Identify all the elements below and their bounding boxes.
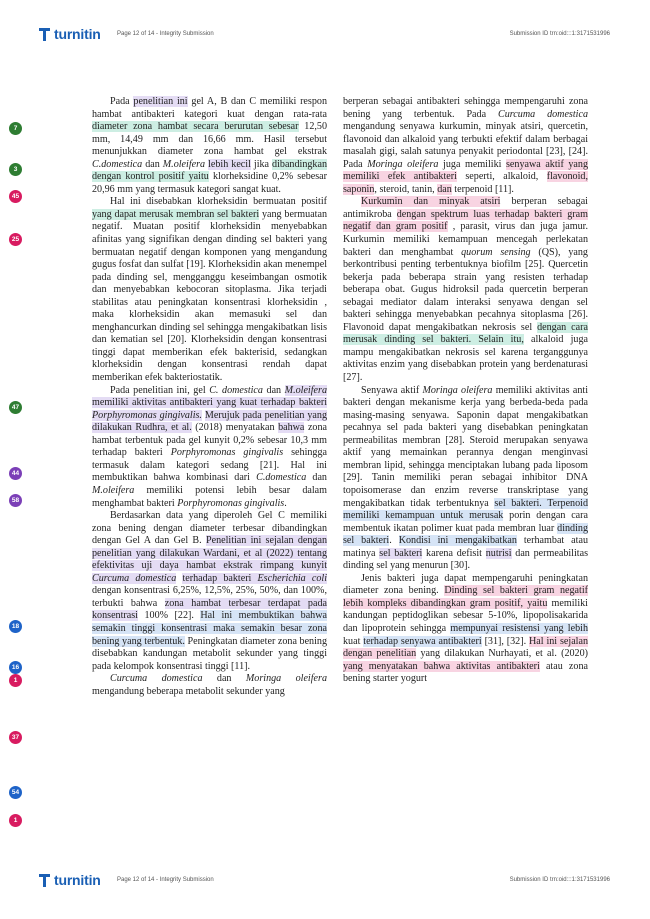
paragraph: Pada penelitian ini gel A, B dan C memiliki respon hambat antibakteri kategori kuat dengan rata-rata diameter zona hambat secara berurutan sebesar 12,50 mm, 14,49 mm dan 16,66 mm. Hasil tersebut menunjukkan diameter zona hambat gel ekstrak C.domestica dan M.oleifera lebih kecil jika dibandingkan dengan kontrol positif yaitu klorheksidine 0,2% sebesar 20,96 mm yang termasuk kategori sangat kuat. [92,96,328,195]
match-badge[interactable]: 44 [9,467,22,480]
paragraph: Berdasarkan data yang diperoleh Gel C memiliki zona bening dengan diameter terbesar dibandingkan dengan Gel A dan Gel B. Penelitian ini sejalan dengan penelitian yang dilakukan Wardani, et al (2022) tentang efektivitas uji daya hambat ekstrak rimpang kunyit Curcuma domestica terhadap bakteri Escherichia coli dengan konsentrasi 6,25%, 12,5%, 25%, 50%, dan 100%, terbukti bahwa zona hambat terbesar terdapat pada konsentrasi 100% [22]. Hal ini membuktikan bahwa semakin tinggi konsentrasi maka semakin besar zona bening yang terbentuk. Peningkatan diameter zona bening disebabkan kandungan metabolit sekunder yang tinggi pada kelompok konsentrasi tinggi [11]. [92,510,328,672]
paragraph: Jenis bakteri juga dapat mempengaruhi peningkatan diameter zona bening. Dinding sel bakteri gram negatif lebih kompleks dibandingkan gram positif, yaitu memiliki kandungan peptidoglikan sebesar 5-10%, lipopolisakarida dan lipoprotein sehingga mempunyai resistensi yang lebih kuat terhadap senyawa antibakteri [31], [32]. Hal ini sejalan dengan penelitian yang dilakukan Nurhayati, et al. (2020) yang menyatakan bahwa aktivitas antibakteri atau zona bening starter yogurt [343,572,589,685]
paragraph: berperan sebagai antibakteri sehingga mempengaruhi zona bening yang terbentuk. Pada Curcuma domestica mengandung senyawa kurkumin, minyak atsiri, quercetin, flavonoid dan alkaloid yang terbukti efektif dalam berbagai masalah gigi, salah satunya penyakit periodontal [23], [24]. Pada Moringa oleifera juga memiliki senyawa aktif yang memiliki efek antibakteri seperti, alkaloid, flavonoid, saponin, steroid, tanin, dan terpenoid [11]. [343,96,588,195]
paragraph: Kurkumin dan minyak atsiri berperan sebagai antimikroba dengan spektrum luas terhadap bakteri gram negatif dan gram positif , parasit, virus dan juga jamur. Kurkumin memiliki kemampuan mencegah perlekatan bakteri dan menghambat quorum sensing (QS), yang berkontribusi penting terbentuknya biofilm [25]. Quercetin bekerja pada beberapa strain yang resisten terhadap beberapa obat. Gugus hidroksil pada quercetin berperan sebagai mediator dalam interaksi senyawa dengan sel bakteri sehingga menyebabkan pecahnya sitoplasma [26]. Flavonoid dapat mengakibatkan nekrosis sel dengan cara merusak dinding sel bakteri. Selain itu, alkaloid juga mampu mengakibatkan nekrosis sel karena terganggunya aktivitas enzim yang disebabkan protein yang berdenaturasi [27]. [343,196,588,384]
match-badge[interactable]: 37 [9,731,22,744]
turnitin-logo-icon [38,26,51,42]
match-badge[interactable]: 45 [9,190,22,203]
brand-name: turnitin [54,872,101,888]
match-badge[interactable]: 47 [9,401,22,414]
right-column [343,96,588,686]
turnitin-logo-icon [38,872,51,888]
match-badge[interactable]: 1 [9,674,22,687]
brand-name: turnitin [54,26,101,42]
match-badge[interactable]: 3 [9,163,22,176]
paragraph: Hal ini disebabkan klorheksidin bermuatan positif yang dapat merusak membran sel bakteri yang bermuatan negatif. Muatan positif klorheksidin menyebabkan afinitas yang signifikan dengan dinding sel bakteri yang bermuatan negatif dengan komponen yang mengandung gugus fosfat dan sulfat [19]. Klorheksidin akan menempel pada dinding sel, mengganggu keseimbangan osmotik dan menyebabkan kebocoran sitoplasma. Jika terjadi stabilitas atau peningkatan konsentrasi klorheksidin , maka klorheksidin akan memasuki sel dan menghancurkan dinding sel sehingga mengakibatkan lisis dan kematian sel [20]. Klorheksidin dengan konsentrasi tinggi dapat memberikan efek bakterisid, sedangkan klorheksidin dengan konsentrasi rendah dapat memberikan efek bakteriostatik. [92,196,327,384]
page-header [0,20,650,50]
submission-id: Submission ID trn:oid:::1:3171531996 [509,877,610,883]
match-badge[interactable]: 58 [9,494,22,507]
match-badge[interactable]: 25 [9,233,22,246]
left-column [92,96,327,698]
match-badge[interactable]: 1 [9,814,22,827]
paragraph: Pada penelitian ini, gel C. domestica dan M.oleifera memiliki aktivitas antibakteri yang kuat terhadap bakteri Porphyromonas gingivalis. Merujuk pada penelitian yang dilakukan Rudhra, et al. (2018) menyatakan bahwa zona hambat terbentuk pada gel kunyit 0,2% sebesar 10,3 mm terhadap bakteri Porphyromonas gingivalis sehingga termasuk dalam kategori sedang [21]. Hal ini membuktikan bahwa kombinasi dari C.domestica dan M.oleifera memiliki potensi lebih besar dalam menghambat bakteri Porphyromonas gingivalis. [92,384,327,509]
page-footer [0,866,650,896]
paragraph: Curcuma domestica dan Moringa oleifera mengandung beberapa metabolit sekunder yang [92,673,327,697]
paragraph: Senyawa aktif Moringa oleifera memiliki aktivitas anti bakteri dengan mekanisme kerja yang berbeda-beda pada masing-masing senyawa. Saponin dapat mengakibatkan pecahnya sel pada bakteri yang disebabkan peningkatan permeabilitas membran [28]. Steroid merupakan senyawa aktif yang memainkan perannya dengan menginvasi membran lipid, sehingga menciptakan lubang pada liposom [29]. Tanin memiliki peran sebagai inhibitor DNA topoisomerase dan enzim reverse transkriptase yang mengakibatkan tidak terbentuknya sel bakteri. Terpenoid memiliki kemampuan untuk merusak porin dengan cara membentuk ikatan polimer kuat pada membran luar dinding sel bakteri. Kondisi ini mengakibatkan terhambat atau matinya sel bakteri karena defisit nutrisi dan permeabilitas dinding sel yang menurun [30]. [343,384,588,572]
turnitin-logo [38,872,101,888]
page-info: Page 12 of 14 - Integrity Submission [117,31,214,37]
turnitin-logo [38,26,101,42]
match-badge[interactable]: 54 [9,786,22,799]
page-info: Page 12 of 14 - Integrity Submission [117,877,214,883]
match-badge[interactable]: 18 [9,620,22,633]
match-badge[interactable]: 7 [9,122,22,135]
match-badge[interactable]: 16 [9,661,22,674]
submission-id: Submission ID trn:oid:::1:3171531996 [509,31,610,37]
